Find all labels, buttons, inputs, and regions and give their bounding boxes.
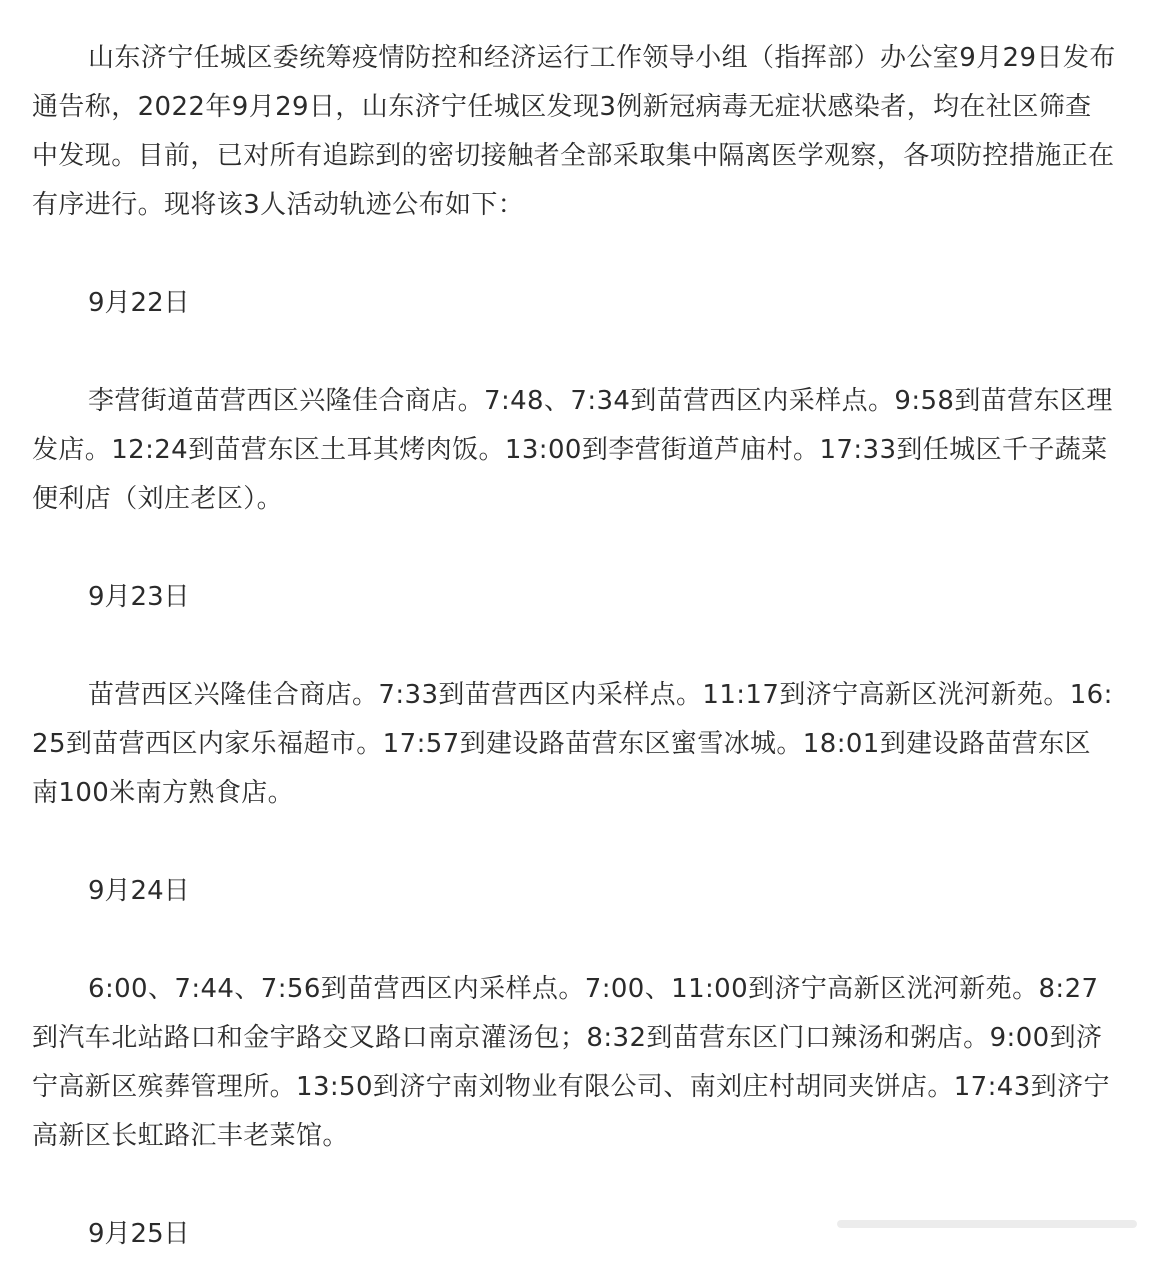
article-body xyxy=(32,34,1117,1259)
itinerary-paragraph: 苗营西区兴隆佳合商店。7:33到苗营西区内采样点。11:17到济宁高新区洸河新苑。16:25到苗营西区内家乐福超市。17:57到建设路苗营东区蜜雪冰城。18:01到建设路苗营东区南100米南方熟食店。 xyxy=(32,680,1113,808)
itinerary-paragraph: 6:00、7:44、7:56到苗营西区内采样点。7:00、11:00到济宁高新区洸河新苑。8:27到汽车北站路口和金宇路交叉路口南京灌汤包；8:32到苗营东区门口辣汤和粥店。9:00到济宁高新区殡葬管理所。13:50到济宁南刘物业有限公司、南刘庄村胡同夹饼店。17:43到济宁高新区长虹路汇丰老菜馆。 xyxy=(32,974,1110,1151)
date-heading: 9月23日 xyxy=(88,582,190,612)
itinerary-paragraph: 李营街道苗营西区兴隆佳合商店。7:48、7:34到苗营西区内采样点。9:58到苗营东区理发店。12:24到苗营东区土耳其烤肉饭。13:00到李营街道芦庙村。17:33到任城区千子蔬菜便利店（刘庄老区）。 xyxy=(32,386,1113,514)
watermark-graphic xyxy=(837,1210,1137,1238)
date-heading: 9月24日 xyxy=(88,876,190,906)
intro-paragraph: 山东济宁任城区委统筹疫情防控和经济运行工作领导小组（指挥部）办公室9月29日发布通告称，2022年9月29日，山东济宁任城区发现3例新冠病毒无症状感染者，均在社区筛查中发现。目前，已对所有追踪到的密切接触者全部采取集中隔离医学观察，各项防控措施正在有序进行。现将该3人活动轨迹公布如下： xyxy=(32,43,1116,220)
date-heading: 9月25日 xyxy=(88,1219,190,1249)
date-heading: 9月22日 xyxy=(88,288,190,318)
